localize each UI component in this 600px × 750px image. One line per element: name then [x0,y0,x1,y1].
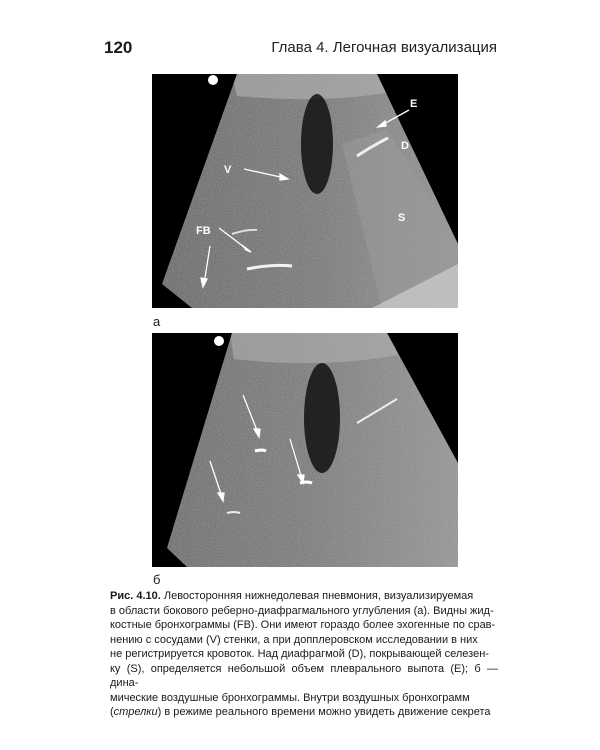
figure-ref: Рис. 4.10. [110,590,161,602]
page-header [104,38,497,62]
caption-line-5: не регистрируется кровоток. Над диафрагмой (D), покрывающей селезен- [110,648,489,660]
page-number: 120 [104,38,133,57]
caption-line-7: мические воздушные бронхограммы. Внутри воздушных бронхограмм [110,691,470,704]
caption-line-1: Рис. 4.10. Левосторонняя нижнедолевая пневмония, визуализируемая [110,590,474,602]
panel-label-b: б [153,572,161,587]
label-E: E [410,98,418,110]
label-FB: FB [196,225,211,237]
label-D: D [401,140,409,152]
caption-line-8: (стрелки) в режиме реального времени можно увидеть движение секрета [110,706,491,718]
caption-line-4: нению с сосудами (V) стенки, а при допплеровском исследовании в них [110,633,478,646]
marker-dot-a [208,75,218,85]
marker-dot-b [214,336,224,346]
running-title: Глава 4. Легочная визуализация [271,39,497,56]
ultrasound-image-a [152,74,458,308]
panel-label-a: а [153,314,161,329]
caption-line-2: в области бокового реберно-диафрагмального углубления (а). Видны жид- [110,604,494,617]
figure-caption [110,589,498,720]
label-S: S [398,212,406,224]
ultrasound-image-b [152,333,458,567]
caption-line-3: костные бронхограммы (FB). Они имеют гораздо более эхогенные по срав- [110,619,496,631]
label-V: V [224,164,232,176]
caption-line-6: ку (S), определяется небольшой объем плеврального выпота (E); б — дина- [110,662,498,689]
